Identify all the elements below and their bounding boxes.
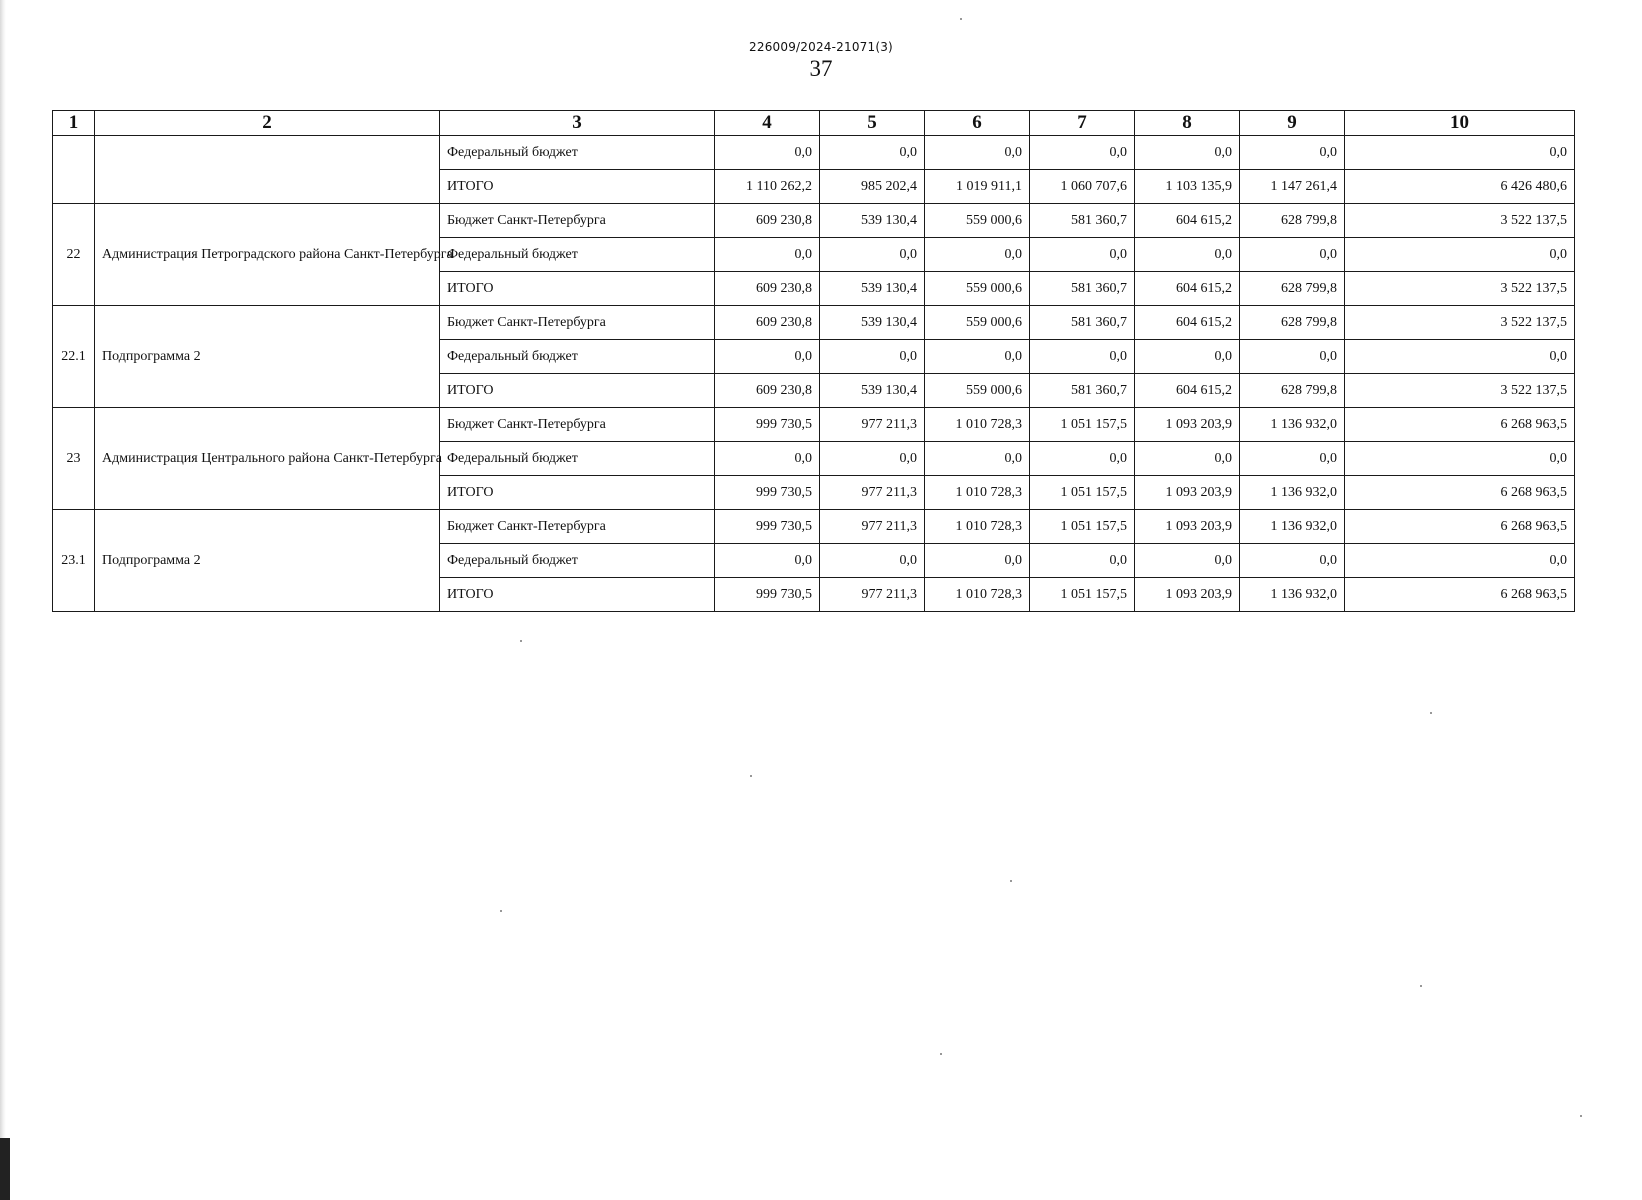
column-header: 4 — [715, 111, 820, 136]
funding-source-cell: ИТОГО — [440, 578, 715, 612]
amount-cell: 1 010 728,3 — [925, 476, 1030, 510]
amount-cell: 1 136 932,0 — [1240, 510, 1345, 544]
scan-speck — [500, 910, 502, 912]
entity-name-cell: Подпрограмма 2 — [95, 306, 440, 408]
amount-cell: 0,0 — [925, 544, 1030, 578]
amount-cell: 581 360,7 — [1030, 272, 1135, 306]
row-index-cell — [53, 136, 95, 204]
amount-cell: 1 019 911,1 — [925, 170, 1030, 204]
amount-cell: 1 136 932,0 — [1240, 476, 1345, 510]
amount-cell: 0,0 — [1135, 340, 1240, 374]
amount-cell: 559 000,6 — [925, 306, 1030, 340]
entity-name-cell — [95, 136, 440, 204]
scan-speck — [1010, 880, 1012, 882]
amount-cell: 0,0 — [1345, 340, 1575, 374]
amount-cell: 604 615,2 — [1135, 272, 1240, 306]
amount-cell: 0,0 — [1345, 136, 1575, 170]
row-index-cell: 22 — [53, 204, 95, 306]
funding-source-cell: Федеральный бюджет — [440, 136, 715, 170]
page-number: 37 — [809, 56, 833, 81]
amount-cell: 1 051 157,5 — [1030, 578, 1135, 612]
funding-source-cell: Бюджет Санкт-Петербурга — [440, 204, 715, 238]
funding-source-cell: Бюджет Санкт-Петербурга — [440, 408, 715, 442]
funding-source-cell: ИТОГО — [440, 170, 715, 204]
amount-cell: 0,0 — [1135, 238, 1240, 272]
amount-cell: 0,0 — [1240, 442, 1345, 476]
amount-cell: 1 093 203,9 — [1135, 408, 1240, 442]
row-index-cell: 22.1 — [53, 306, 95, 408]
funding-source-cell: Федеральный бюджет — [440, 238, 715, 272]
amount-cell: 539 130,4 — [820, 306, 925, 340]
document-id: 226009/2024-21071(3) — [749, 40, 893, 54]
column-header: 7 — [1030, 111, 1135, 136]
amount-cell: 0,0 — [1240, 136, 1345, 170]
table-row — [53, 136, 1575, 170]
column-header: 5 — [820, 111, 925, 136]
amount-cell: 1 136 932,0 — [1240, 578, 1345, 612]
amount-cell: 0,0 — [1240, 238, 1345, 272]
amount-cell: 628 799,8 — [1240, 204, 1345, 238]
amount-cell: 0,0 — [715, 544, 820, 578]
amount-cell: 999 730,5 — [715, 578, 820, 612]
amount-cell: 0,0 — [1345, 442, 1575, 476]
row-index-cell: 23 — [53, 408, 95, 510]
amount-cell: 3 522 137,5 — [1345, 204, 1575, 238]
scan-speck — [750, 775, 752, 777]
amount-cell: 1 010 728,3 — [925, 408, 1030, 442]
amount-cell: 0,0 — [1030, 136, 1135, 170]
amount-cell: 1 051 157,5 — [1030, 476, 1135, 510]
entity-name-cell: Подпрограмма 2 — [95, 510, 440, 612]
funding-source-cell: Федеральный бюджет — [440, 340, 715, 374]
entity-name-cell: Администрация Петроградского района Санкт-Петербурга — [95, 204, 440, 306]
amount-cell: 581 360,7 — [1030, 374, 1135, 408]
amount-cell: 559 000,6 — [925, 204, 1030, 238]
funding-source-cell: ИТОГО — [440, 476, 715, 510]
amount-cell: 0,0 — [1345, 238, 1575, 272]
amount-cell: 609 230,8 — [715, 306, 820, 340]
amount-cell: 559 000,6 — [925, 374, 1030, 408]
scan-speck — [1580, 1115, 1582, 1117]
amount-cell: 1 110 262,2 — [715, 170, 820, 204]
amount-cell: 999 730,5 — [715, 476, 820, 510]
amount-cell: 977 211,3 — [820, 510, 925, 544]
column-header: 6 — [925, 111, 1030, 136]
amount-cell: 0,0 — [820, 238, 925, 272]
amount-cell: 6 268 963,5 — [1345, 510, 1575, 544]
amount-cell: 604 615,2 — [1135, 374, 1240, 408]
amount-cell: 0,0 — [1135, 544, 1240, 578]
amount-cell: 1 093 203,9 — [1135, 578, 1240, 612]
amount-cell: 6 426 480,6 — [1345, 170, 1575, 204]
entity-name-cell: Администрация Центрального района Санкт-Петербурга — [95, 408, 440, 510]
amount-cell: 1 051 157,5 — [1030, 510, 1135, 544]
amount-cell: 0,0 — [1030, 442, 1135, 476]
amount-cell: 0,0 — [715, 238, 820, 272]
amount-cell: 604 615,2 — [1135, 306, 1240, 340]
amount-cell: 999 730,5 — [715, 408, 820, 442]
column-header: 1 — [53, 111, 95, 136]
amount-cell: 3 522 137,5 — [1345, 374, 1575, 408]
amount-cell: 3 522 137,5 — [1345, 272, 1575, 306]
amount-cell: 1 093 203,9 — [1135, 510, 1240, 544]
amount-cell: 0,0 — [820, 136, 925, 170]
amount-cell: 999 730,5 — [715, 510, 820, 544]
table-row — [53, 306, 1575, 340]
budget-table — [52, 110, 1575, 612]
amount-cell: 628 799,8 — [1240, 306, 1345, 340]
amount-cell: 539 130,4 — [820, 374, 925, 408]
scan-speck — [1430, 712, 1432, 714]
amount-cell: 0,0 — [925, 442, 1030, 476]
amount-cell: 609 230,8 — [715, 374, 820, 408]
amount-cell: 628 799,8 — [1240, 374, 1345, 408]
amount-cell: 0,0 — [1240, 340, 1345, 374]
amount-cell: 609 230,8 — [715, 204, 820, 238]
amount-cell: 581 360,7 — [1030, 306, 1135, 340]
funding-source-cell: Федеральный бюджет — [440, 544, 715, 578]
column-header: 3 — [440, 111, 715, 136]
scan-speck — [1420, 985, 1422, 987]
amount-cell: 1 136 932,0 — [1240, 408, 1345, 442]
table-row — [53, 510, 1575, 544]
amount-cell: 3 522 137,5 — [1345, 306, 1575, 340]
amount-cell: 0,0 — [925, 340, 1030, 374]
amount-cell: 1 147 261,4 — [1240, 170, 1345, 204]
funding-source-cell: Бюджет Санкт-Петербурга — [440, 510, 715, 544]
amount-cell: 1 093 203,9 — [1135, 476, 1240, 510]
amount-cell: 977 211,3 — [820, 578, 925, 612]
amount-cell: 0,0 — [715, 136, 820, 170]
amount-cell: 0,0 — [820, 544, 925, 578]
funding-source-cell: ИТОГО — [440, 272, 715, 306]
column-header: 9 — [1240, 111, 1345, 136]
amount-cell: 0,0 — [1135, 442, 1240, 476]
amount-cell: 539 130,4 — [820, 204, 925, 238]
scan-corner-mark — [0, 1138, 10, 1200]
amount-cell: 628 799,8 — [1240, 272, 1345, 306]
column-header: 10 — [1345, 111, 1575, 136]
amount-cell: 559 000,6 — [925, 272, 1030, 306]
amount-cell: 0,0 — [820, 340, 925, 374]
amount-cell: 0,0 — [1030, 340, 1135, 374]
scan-speck — [520, 640, 522, 642]
amount-cell: 0,0 — [715, 442, 820, 476]
table-row — [53, 408, 1575, 442]
amount-cell: 1 060 707,6 — [1030, 170, 1135, 204]
amount-cell: 604 615,2 — [1135, 204, 1240, 238]
amount-cell: 0,0 — [1240, 544, 1345, 578]
amount-cell: 0,0 — [820, 442, 925, 476]
scan-speck — [940, 1053, 942, 1055]
amount-cell: 0,0 — [1345, 544, 1575, 578]
amount-cell: 6 268 963,5 — [1345, 408, 1575, 442]
amount-cell: 0,0 — [715, 340, 820, 374]
amount-cell: 977 211,3 — [820, 408, 925, 442]
column-number-row — [53, 111, 1575, 136]
row-index-cell: 23.1 — [53, 510, 95, 612]
amount-cell: 0,0 — [925, 136, 1030, 170]
funding-source-cell: Федеральный бюджет — [440, 442, 715, 476]
column-header: 8 — [1135, 111, 1240, 136]
table-body — [53, 111, 1575, 612]
scan-speck — [960, 18, 962, 20]
amount-cell: 1 051 157,5 — [1030, 408, 1135, 442]
amount-cell: 977 211,3 — [820, 476, 925, 510]
amount-cell: 1 010 728,3 — [925, 510, 1030, 544]
amount-cell: 609 230,8 — [715, 272, 820, 306]
amount-cell: 985 202,4 — [820, 170, 925, 204]
amount-cell: 581 360,7 — [1030, 204, 1135, 238]
amount-cell: 0,0 — [1030, 238, 1135, 272]
amount-cell: 539 130,4 — [820, 272, 925, 306]
funding-source-cell: ИТОГО — [440, 374, 715, 408]
amount-cell: 6 268 963,5 — [1345, 578, 1575, 612]
amount-cell: 1 103 135,9 — [1135, 170, 1240, 204]
amount-cell: 0,0 — [1030, 544, 1135, 578]
funding-source-cell: Бюджет Санкт-Петербурга — [440, 306, 715, 340]
table-row — [53, 204, 1575, 238]
amount-cell: 1 010 728,3 — [925, 578, 1030, 612]
amount-cell: 6 268 963,5 — [1345, 476, 1575, 510]
column-header: 2 — [95, 111, 440, 136]
amount-cell: 0,0 — [925, 238, 1030, 272]
amount-cell: 0,0 — [1135, 136, 1240, 170]
scan-edge-shadow — [0, 0, 6, 1200]
